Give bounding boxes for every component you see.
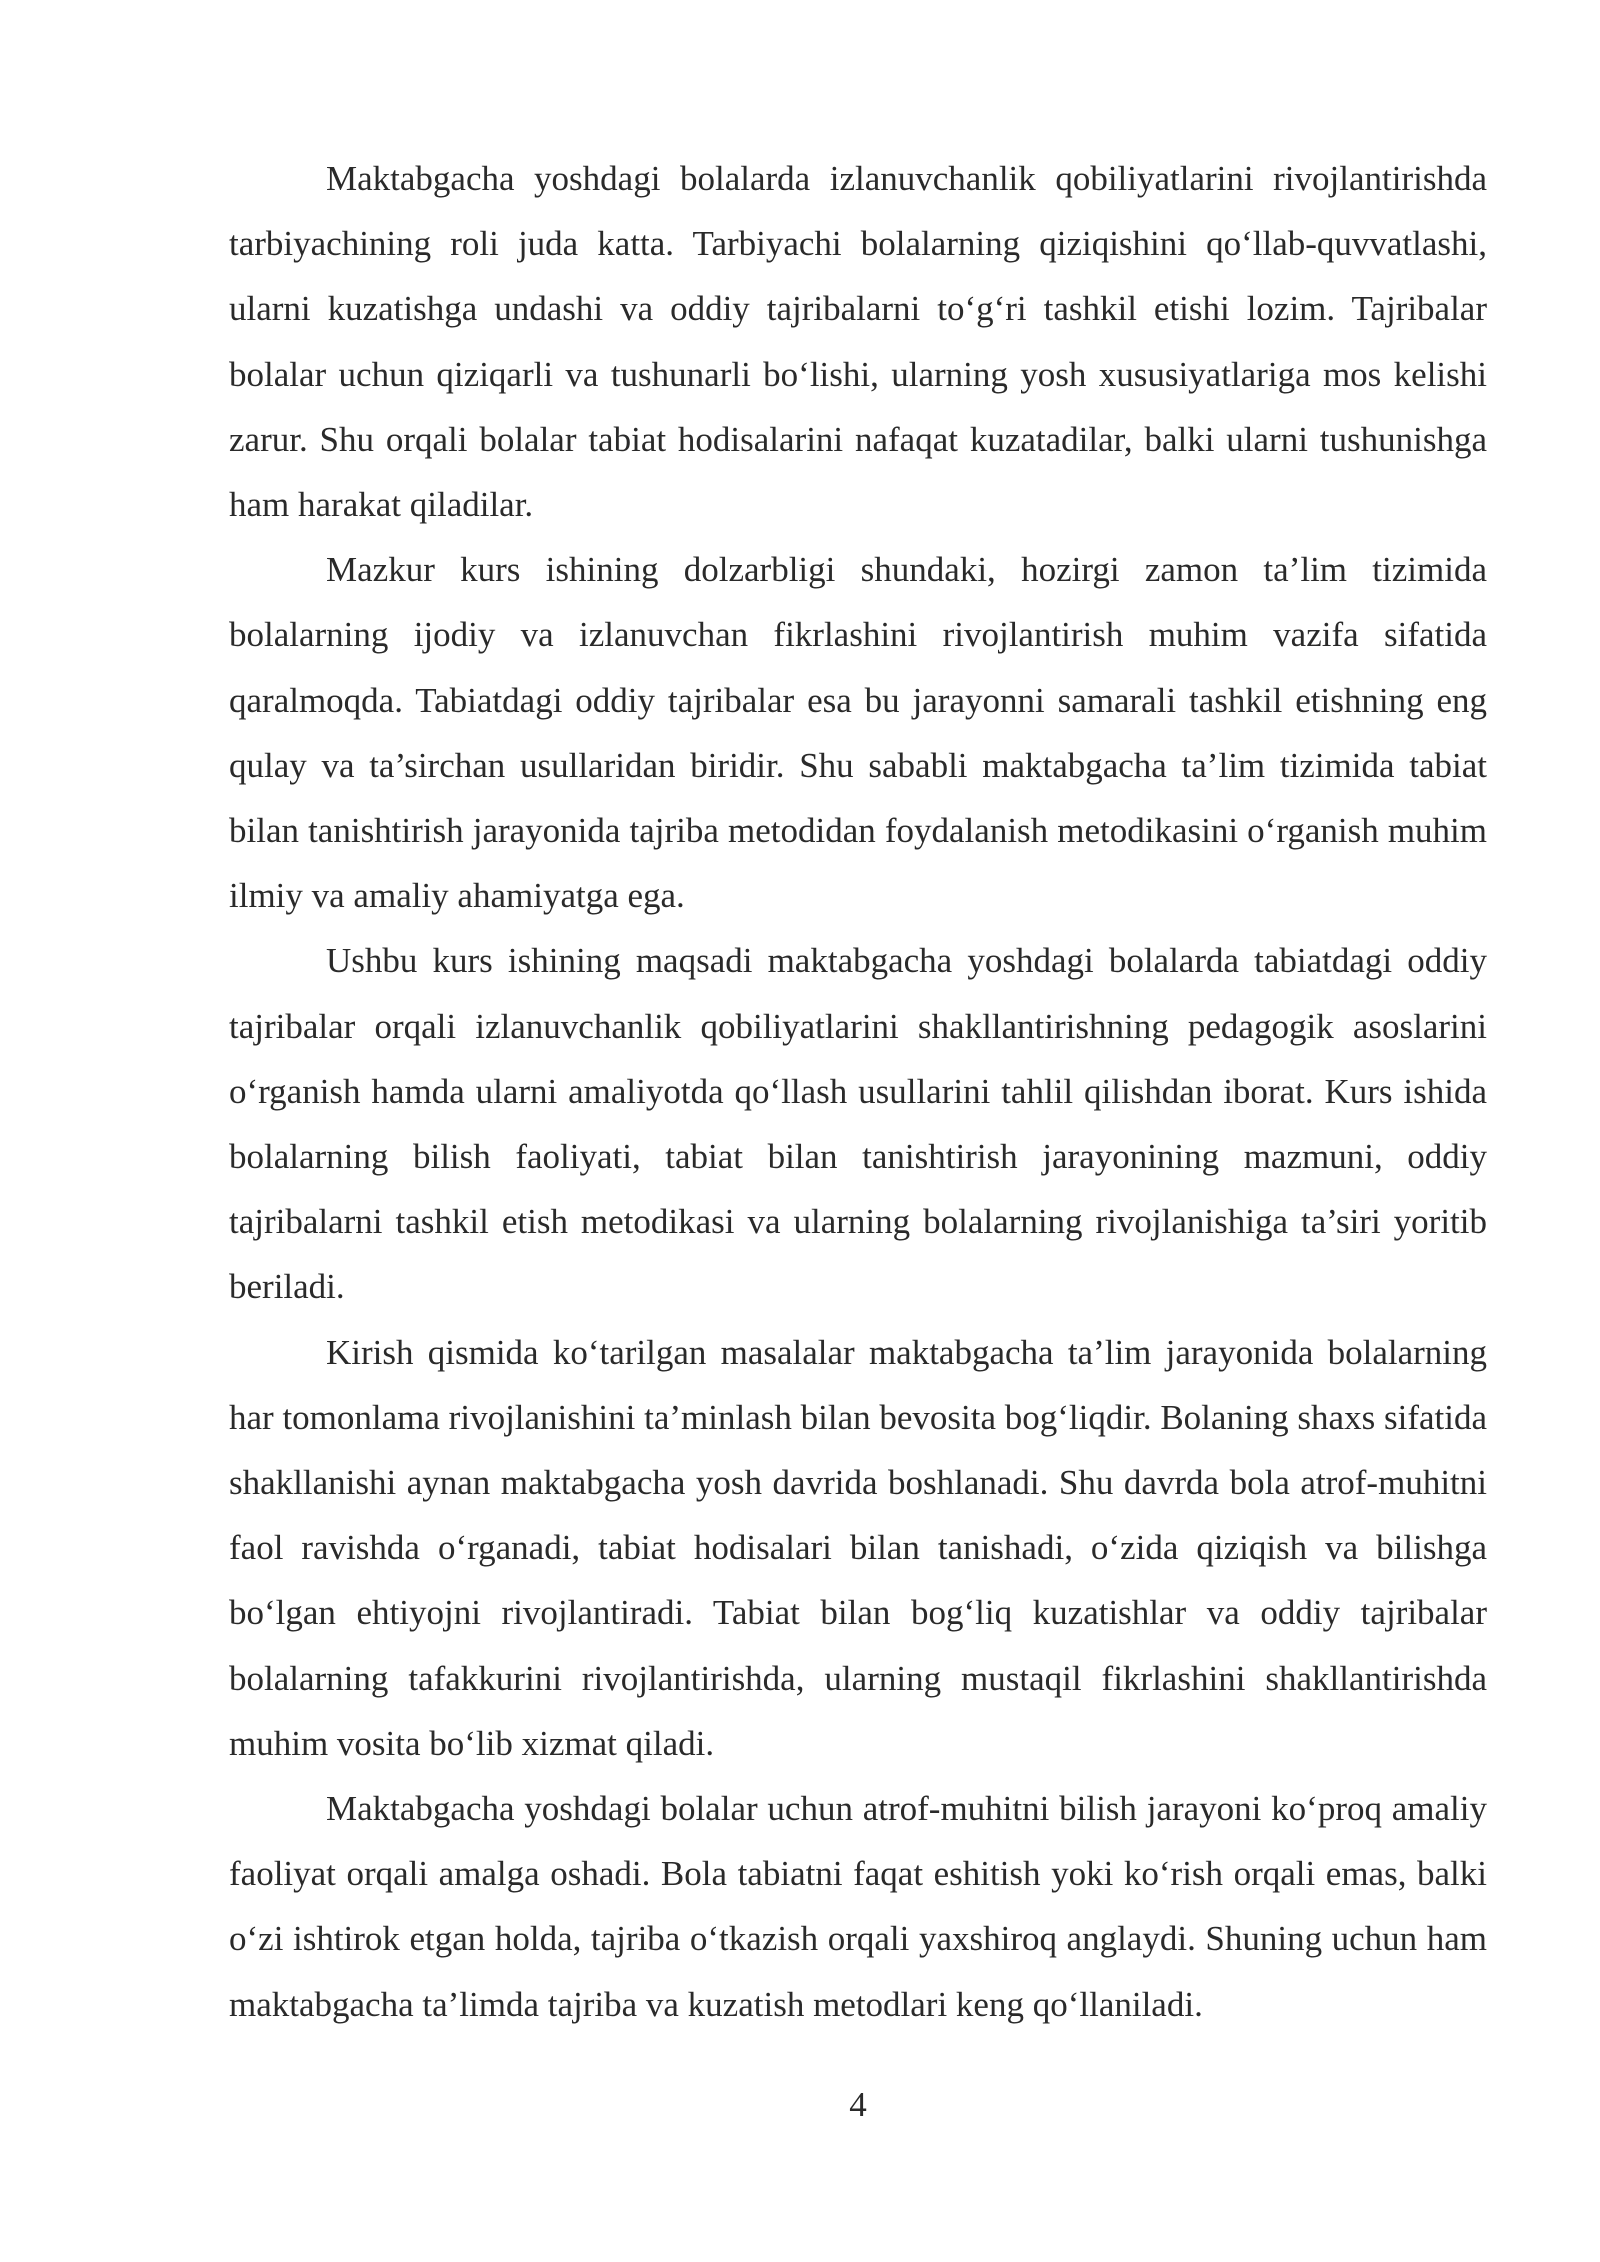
body-text	[229, 146, 1487, 2037]
paragraph-2: Mazkur kurs ishining dolzarbligi shundaki, hozirgi zamon ta’lim tizimida bolalarning ijodiy va izlanuvchan fikrlashini rivojlantirish muhim vazifa sifatida qaralmoqda. Tabiatdagi oddiy tajribalar esa bu jarayonni samarali tashkil etishning eng qulay va ta’sirchan usullaridan biridir. Shu sababli maktabgacha ta’lim tizimida tabiat bilan tanishtirish jarayonida tajriba metodidan foydalanish metodikasini oʻrganish muhim ilmiy va amaliy ahamiyatga ega.	[229, 550, 1487, 916]
paragraph-5: Maktabgacha yoshdagi bolalar uchun atrof-muhitni bilish jarayoni koʻproq amaliy faoliyat orqali amalga oshadi. Bola tabiatni faqat eshitish yoki koʻrish orqali emas, balki oʻzi ishtirok etgan holda, tajriba oʻtkazish orqali yaxshiroq anglaydi. Shuning uchun ham maktabgacha ta’limda tajriba va kuzatish metodlari keng qoʻllaniladi.	[229, 1789, 1487, 2024]
paragraph-4: Kirish qismida koʻtarilgan masalalar maktabgacha ta’lim jarayonida bolalarning har tomonlama rivojlanishini ta’minlash bilan bevosita bogʻliqdir. Bolaning shaxs sifatida shakllanishi aynan maktabgacha yosh davrida boshlanadi. Shu davrda bola atrof-muhitni faol ravishda oʻrganadi, tabiat hodisalari bilan tanishadi, oʻzida qiziqish va bilishga boʻlgan ehtiyojni rivojlantiradi. Tabiat bilan bogʻliq kuzatishlar va oddiy tajribalar bolalarning tafakkurini rivojlantirishda, ularning mustaqil fikrlashini shakllantirishda muhim vosita boʻlib xizmat qiladi.	[229, 1332, 1487, 1763]
paragraph-3: Ushbu kurs ishining maqsadi maktabgacha yoshdagi bolalarda tabiatdagi oddiy tajribalar orqali izlanuvchanlik qobiliyatlarini shakllantirishning pedagogik asoslarini oʻrganish hamda ularni amaliyotda qoʻllash usullarini tahlil qilishdan iborat. Kurs ishida bolalarning bilish faoliyati, tabiat bilan tanishtirish jarayonining mazmuni, oddiy tajribalarni tashkil etish metodikasi va ularning bolalarning rivojlanishiga ta’siri yoritib beriladi.	[229, 941, 1487, 1307]
paragraph-1: Maktabgacha yoshdagi bolalarda izlanuvchanlik qobiliyatlarini rivojlantirishda tarbiyachining roli juda katta. Tarbiyachi bolalarning qiziqishini qoʻllab-quvvatlashi, ularni kuzatishga undashi va oddiy tajribalarni toʻgʻri tashkil etishi lozim. Tajribalar bolalar uchun qiziqarli va tushunarli boʻlishi, ularning yosh xususiyatlariga mos kelishi zarur. Shu orqali bolalar tabiat hodisalarini nafaqat kuzatadilar, balki ularni tushunishga ham harakat qiladilar.	[229, 159, 1487, 525]
page-number: 4	[849, 2085, 867, 2124]
